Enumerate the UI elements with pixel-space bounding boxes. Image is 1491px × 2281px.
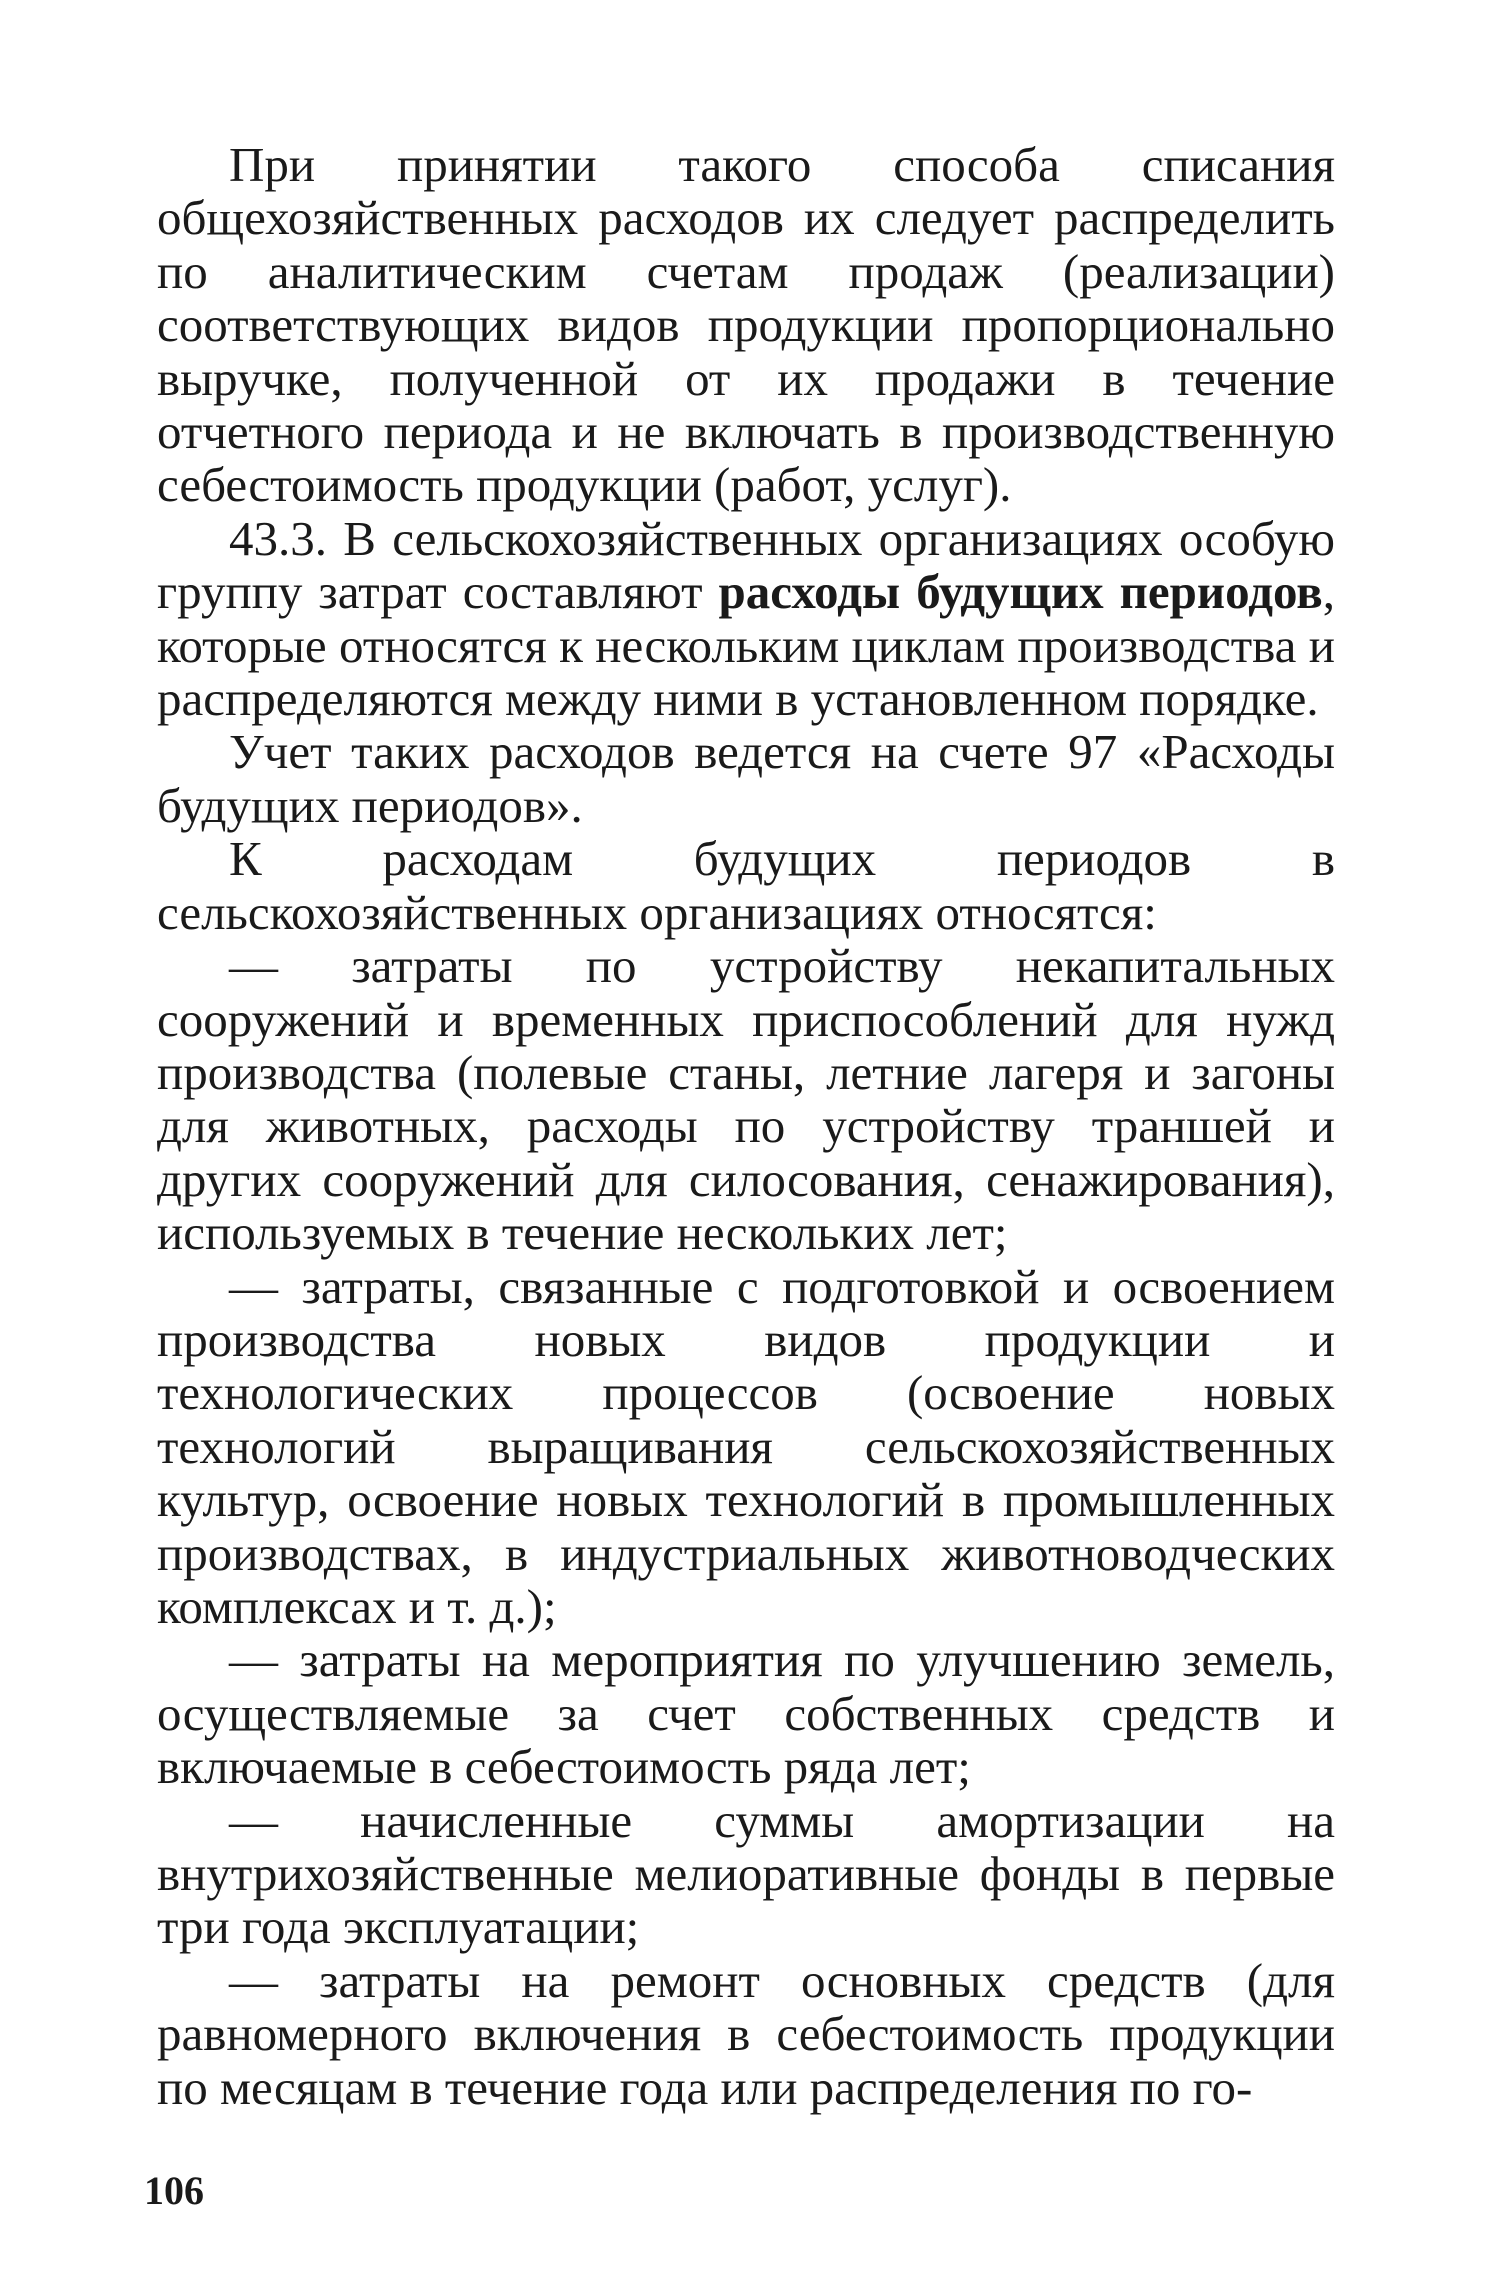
paragraph-3: Учет таких расходов ведется на счете 97 «Расходы будущих периодов». (157, 724, 1335, 833)
paragraph-1: При принятии такого способа списания общехозяйственных расходов их следует распределить по аналитическим счетам продаж (реализации) соответствующих видов продукции пропорционально выручке, полученной от их продажи в течение отчетного периода и не включать в производственную себестоимость продукции (работ, услуг). (157, 137, 1335, 513)
term-deferred-expenses: расходы будущих периодов (718, 564, 1323, 620)
paragraph-4: К расходам будущих периодов в сельскохозяйственных организациях относятся: (157, 831, 1335, 940)
page-body (157, 138, 1335, 2114)
list-item-2: — затраты, связанные с подготовкой и освоением производства новых видов продукции и технологических процессов (освоение новых технологий выращивания сельскохозяйственных культур, освоение новых технологий в промышленных производствах, в индустриальных животноводческих комплексах и т. д.); (157, 1258, 1335, 1634)
paragraph-2-end: , которые относятся к нескольким циклам производства и распределяются между ними в установленном порядке. (157, 564, 1335, 727)
paragraph-2 (157, 512, 1335, 726)
page-number: 106 (144, 2168, 204, 2213)
list-item-1: — затраты по устройству некапитальных сооружений и временных приспособлений для нужд производства (полевые станы, летние лагеря и загоны для животных, расходы по устройству траншей и других сооружений для силосования, сенажирования), используемых в течение нескольких лет; (157, 938, 1335, 1261)
list-item-3: — затраты на мероприятия по улучшению земель, осуществляемые за счет собственных средств и включаемые в себестоимость ряда лет; (157, 1632, 1335, 1795)
paragraph-2-start: 43.3. В сельскохозяйственных организациях особую группу затрат составляют (157, 510, 1335, 620)
list-item-4: — начисленные суммы амортизации на внутрихозяйственные мелиоративные фонды в первые три года эксплуатации; (157, 1792, 1335, 1955)
list-item-5: — затраты на ремонт основных средств (для равномерного включения в себестоимость продукции по месяцам в течение года или распределения по го- (157, 1952, 1335, 2115)
